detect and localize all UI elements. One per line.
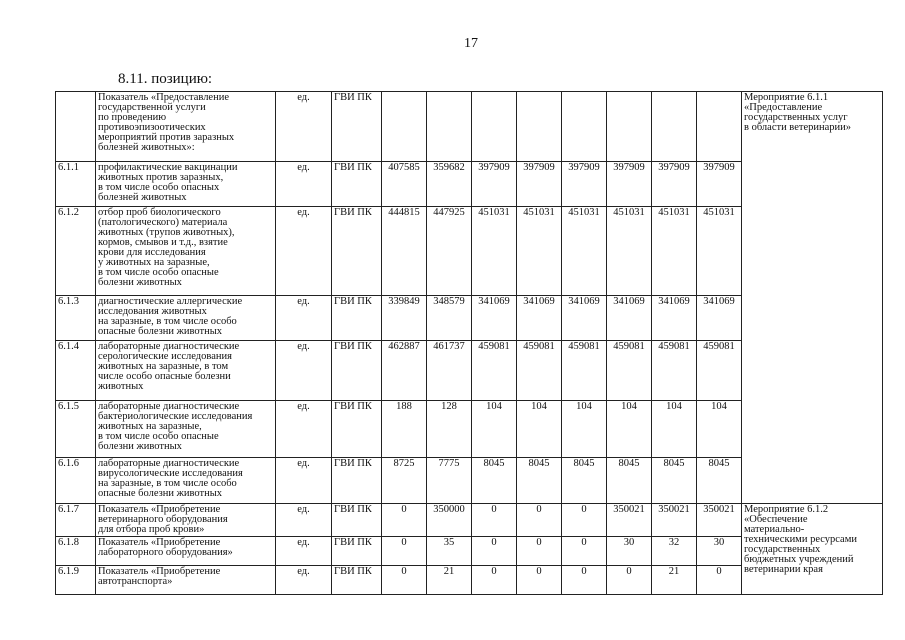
value-cell: 32	[652, 537, 697, 566]
row-description	[96, 458, 276, 504]
value-cell: 7775	[427, 458, 472, 504]
text-line: ветеринарного оборудования	[98, 514, 228, 525]
text-line: на заразные, в том числе особо	[98, 478, 237, 489]
value-cell: 444815	[382, 207, 427, 296]
value-cell: 30	[697, 537, 742, 566]
text-line: болезни животных	[98, 277, 182, 288]
value-cell: 341069	[607, 296, 652, 341]
value-cell: 104	[652, 401, 697, 458]
text-line: профилактические вакцинации	[98, 162, 238, 173]
text-line: числе особо опасные болезни	[98, 371, 231, 382]
value-cell: 341069	[472, 296, 517, 341]
page-number: 17	[464, 36, 478, 51]
text-line: «Обеспечение	[744, 514, 808, 525]
row-unit: ед.	[276, 207, 332, 296]
value-cell: 451031	[517, 207, 562, 296]
value-cell	[517, 92, 562, 162]
value-cell: 0	[697, 566, 742, 595]
value-cell: 451031	[697, 207, 742, 296]
text-line: диагностические аллергические	[98, 296, 243, 307]
value-cell: 459081	[652, 341, 697, 401]
row-source: ГВИ ПК	[332, 504, 382, 537]
text-line: в области ветеринарии»	[744, 122, 851, 133]
text-line: для отбора проб крови»	[98, 524, 205, 535]
value-cell: 397909	[652, 162, 697, 207]
text-line: лабораторного оборудования»	[98, 547, 233, 558]
text-line: в том числе особо опасных	[98, 182, 220, 193]
value-cell: 341069	[652, 296, 697, 341]
value-cell: 397909	[697, 162, 742, 207]
text-line: материально-	[744, 524, 805, 535]
value-cell: 0	[382, 566, 427, 595]
row-source: ГВИ ПК	[332, 537, 382, 566]
value-cell: 21	[652, 566, 697, 595]
text-line: техническими ресурсами	[744, 534, 857, 545]
text-line: болезней животных»:	[98, 142, 195, 153]
value-cell: 462887	[382, 341, 427, 401]
value-cell: 0	[562, 504, 607, 537]
text-line: бюджетных учреждений	[744, 554, 854, 565]
row-source: ГВИ ПК	[332, 341, 382, 401]
row-source: ГВИ ПК	[332, 207, 382, 296]
value-cell: 459081	[517, 341, 562, 401]
value-cell: 461737	[427, 341, 472, 401]
row-unit: ед.	[276, 504, 332, 537]
text-line: мероприятий против заразных	[98, 132, 235, 143]
text-line: кормов, смывов и т.д., взятие	[98, 237, 228, 248]
text-line: животных против заразных,	[98, 172, 224, 183]
value-cell: 8045	[562, 458, 607, 504]
value-cell: 350021	[697, 504, 742, 537]
text-line: государственных услуг	[744, 112, 848, 123]
value-cell: 0	[517, 537, 562, 566]
text-line: Мероприятие 6.1.1	[744, 92, 829, 103]
row-description	[96, 504, 276, 537]
text-line: (патологического) материала	[98, 217, 228, 228]
value-cell: 8045	[472, 458, 517, 504]
value-cell: 459081	[697, 341, 742, 401]
value-cell: 348579	[427, 296, 472, 341]
row-description	[96, 207, 276, 296]
row-source: ГВИ ПК	[332, 458, 382, 504]
row-source: ГВИ ПК	[332, 296, 382, 341]
row-unit: ед.	[276, 458, 332, 504]
value-cell: 350021	[652, 504, 697, 537]
row-unit: ед.	[276, 162, 332, 207]
row-description	[96, 92, 276, 162]
text-line: государственной услуги	[98, 102, 206, 113]
text-line: Показатель «Приобретение	[98, 504, 221, 515]
text-line: исследования животных	[98, 306, 207, 317]
value-cell: 451031	[562, 207, 607, 296]
value-cell: 104	[697, 401, 742, 458]
value-cell: 359682	[427, 162, 472, 207]
note-measure-6-1-1	[742, 92, 883, 504]
value-cell: 0	[472, 566, 517, 595]
value-cell: 8045	[607, 458, 652, 504]
value-cell: 451031	[472, 207, 517, 296]
text-line: бактериологические исследования	[98, 411, 253, 422]
value-cell: 397909	[517, 162, 562, 207]
value-cell	[382, 92, 427, 162]
value-cell: 188	[382, 401, 427, 458]
text-line: Показатель «Предоставление	[98, 92, 229, 103]
value-cell: 459081	[562, 341, 607, 401]
value-cell: 0	[517, 504, 562, 537]
value-cell: 341069	[697, 296, 742, 341]
text-line: болезней животных	[98, 192, 187, 203]
text-line: животных	[98, 381, 144, 392]
row-number: 6.1.3	[56, 296, 96, 341]
value-cell: 104	[607, 401, 652, 458]
text-line: серологические исследования	[98, 351, 232, 362]
row-number: 6.1.1	[56, 162, 96, 207]
text-line: лабораторные диагностические	[98, 458, 240, 469]
value-cell: 30	[607, 537, 652, 566]
value-cell: 451031	[652, 207, 697, 296]
value-cell: 0	[382, 537, 427, 566]
value-cell: 0	[607, 566, 652, 595]
value-cell: 339849	[382, 296, 427, 341]
value-cell: 104	[517, 401, 562, 458]
value-cell: 447925	[427, 207, 472, 296]
value-cell: 459081	[472, 341, 517, 401]
value-cell: 8045	[697, 458, 742, 504]
value-cell	[652, 92, 697, 162]
note-measure-6-1-2	[742, 504, 883, 595]
text-line: животных (трупов животных),	[98, 227, 235, 238]
indicators-table	[55, 91, 883, 595]
value-cell: 104	[472, 401, 517, 458]
value-cell: 451031	[607, 207, 652, 296]
text-line: у животных на заразные,	[98, 257, 210, 268]
section-title: 8.11. позицию:	[118, 71, 213, 87]
value-cell	[562, 92, 607, 162]
text-line: на заразные, в том числе особо	[98, 316, 237, 327]
text-line: противоэпизоотических	[98, 122, 206, 133]
value-cell: 0	[472, 504, 517, 537]
value-cell	[472, 92, 517, 162]
value-cell	[607, 92, 652, 162]
row-unit: ед.	[276, 566, 332, 595]
row-number: 6.1.7	[56, 504, 96, 537]
text-line: отбор проб биологического	[98, 207, 221, 218]
value-cell: 8725	[382, 458, 427, 504]
row-number: 6.1.8	[56, 537, 96, 566]
text-line: крови для исследования	[98, 247, 206, 258]
row-unit: ед.	[276, 537, 332, 566]
text-line: в том числе особо опасные	[98, 431, 219, 442]
value-cell: 407585	[382, 162, 427, 207]
value-cell: 397909	[472, 162, 517, 207]
row-number: 6.1.5	[56, 401, 96, 458]
value-cell: 0	[472, 537, 517, 566]
value-cell: 0	[562, 566, 607, 595]
row-unit: ед.	[276, 401, 332, 458]
value-cell: 350021	[607, 504, 652, 537]
text-line: опасные болезни животных	[98, 488, 223, 499]
value-cell	[427, 92, 472, 162]
row-unit: ед.	[276, 92, 332, 162]
row-description	[96, 566, 276, 595]
row-number	[56, 92, 96, 162]
text-line: «Предоставление	[744, 102, 823, 113]
row-source: ГВИ ПК	[332, 92, 382, 162]
text-line: болезни животных	[98, 441, 182, 452]
row-source: ГВИ ПК	[332, 566, 382, 595]
table-row	[56, 92, 883, 162]
row-number: 6.1.9	[56, 566, 96, 595]
text-line: животных на заразные,	[98, 421, 202, 432]
value-cell: 21	[427, 566, 472, 595]
value-cell: 0	[517, 566, 562, 595]
text-line: опасные болезни животных	[98, 326, 223, 337]
row-description	[96, 296, 276, 341]
value-cell: 35	[427, 537, 472, 566]
value-cell	[697, 92, 742, 162]
value-cell: 397909	[607, 162, 652, 207]
row-description	[96, 537, 276, 566]
row-unit: ед.	[276, 296, 332, 341]
row-description	[96, 341, 276, 401]
value-cell: 0	[562, 537, 607, 566]
text-line: лабораторные диагностические	[98, 341, 240, 352]
value-cell: 104	[562, 401, 607, 458]
table-row	[56, 504, 883, 537]
value-cell: 0	[382, 504, 427, 537]
value-cell: 8045	[517, 458, 562, 504]
value-cell: 350000	[427, 504, 472, 537]
row-description	[96, 162, 276, 207]
row-description	[96, 401, 276, 458]
value-cell: 341069	[517, 296, 562, 341]
row-number: 6.1.4	[56, 341, 96, 401]
row-unit: ед.	[276, 341, 332, 401]
row-number: 6.1.2	[56, 207, 96, 296]
value-cell: 459081	[607, 341, 652, 401]
text-line: в том числе особо опасные	[98, 267, 219, 278]
text-line: автотранспорта»	[98, 576, 173, 587]
text-line: вирусологические исследования	[98, 468, 243, 479]
text-line: Мероприятие 6.1.2	[744, 504, 829, 515]
row-source: ГВИ ПК	[332, 401, 382, 458]
text-line: лабораторные диагностические	[98, 401, 240, 412]
text-line: государственных	[744, 544, 821, 555]
text-line: Показатель «Приобретение	[98, 537, 221, 548]
text-line: по проведению	[98, 112, 167, 123]
text-line: животных на заразные, в том	[98, 361, 229, 372]
text-line: Показатель «Приобретение	[98, 566, 221, 577]
value-cell: 397909	[562, 162, 607, 207]
value-cell: 128	[427, 401, 472, 458]
text-line: ветеринарии края	[744, 564, 823, 575]
row-source: ГВИ ПК	[332, 162, 382, 207]
value-cell: 341069	[562, 296, 607, 341]
value-cell: 8045	[652, 458, 697, 504]
row-number: 6.1.6	[56, 458, 96, 504]
